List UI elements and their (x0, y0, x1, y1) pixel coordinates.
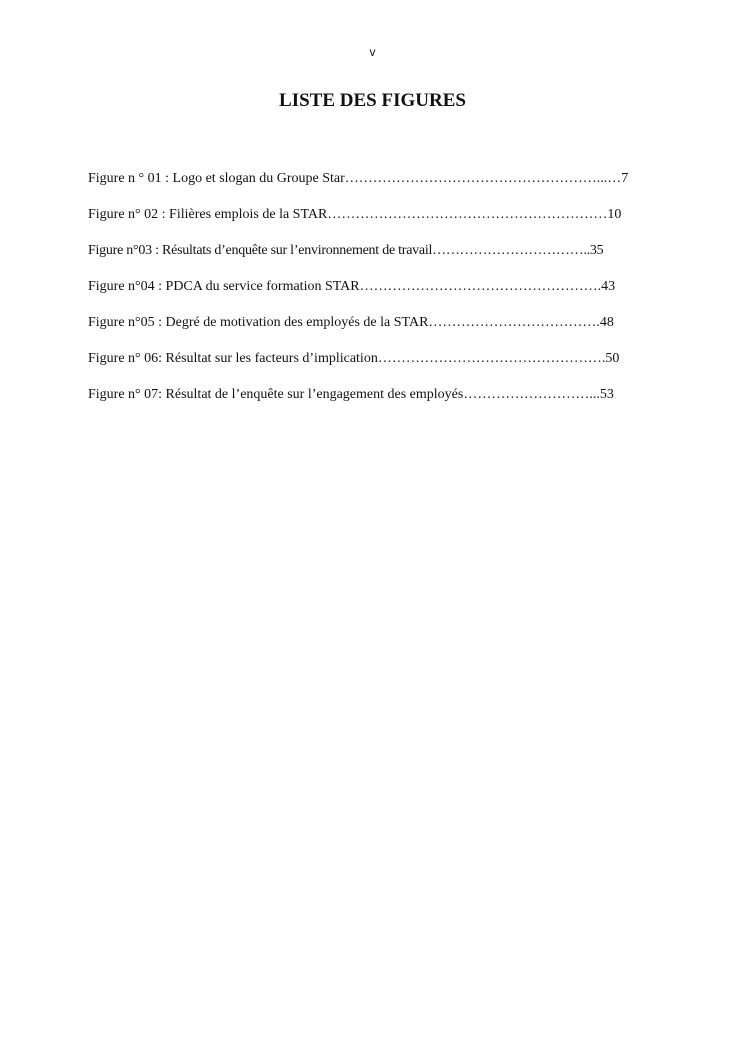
page-title: LISTE DES FIGURES (279, 90, 466, 111)
dot-leader: …………………………….. (432, 243, 590, 258)
figure-entry-label: Figure n°04 : PDCA du service formation STAR (88, 279, 360, 294)
figure-entry-05[interactable] (88, 314, 658, 350)
figure-entry-page: 50 (605, 351, 620, 366)
figure-entry-01[interactable] (88, 170, 658, 206)
figure-entry-04[interactable] (88, 278, 658, 314)
figure-entry-06[interactable] (88, 350, 658, 386)
dot-leader: …………………………………………………… (327, 207, 608, 222)
dot-leader: ………………………………………………...… (344, 171, 622, 186)
figure-entry-page: 35 (589, 243, 604, 258)
figure-entry-label: Figure n ° 01 : Logo et slogan du Groupe Star (88, 171, 345, 186)
figure-entry-page: 10 (607, 207, 622, 222)
figure-entry-label: Figure n° 06: Résultat sur les facteurs d’implication (88, 351, 378, 366)
figure-entry-label: Figure n° 07: Résultat de l’enquête sur l’engagement des employés (88, 387, 464, 402)
figure-entry-page: 7 (621, 171, 629, 186)
dot-leader: ………………………... (463, 387, 600, 402)
figure-entry-07[interactable] (88, 386, 658, 422)
page-number: v (369, 45, 376, 59)
figure-entry-label: Figure n°05 : Degré de motivation des employés de la STAR (88, 315, 429, 330)
figure-entry-02[interactable] (88, 206, 658, 242)
figure-entry-label: Figure n° 02 : Filières emplois de la STAR (88, 207, 328, 222)
figure-entry-page: 48 (599, 315, 614, 330)
dot-leader: ………………………………. (428, 315, 600, 330)
figure-entry-page: 53 (599, 387, 614, 402)
dot-leader: …………………………………………. (377, 351, 606, 366)
figure-entry-03[interactable] (88, 242, 658, 278)
figure-entry-label: Figure n°03 : Résultats d’enquête sur l’environnement de travail (88, 243, 433, 258)
figure-entry-page: 43 (601, 279, 616, 294)
figure-list (88, 170, 658, 422)
dot-leader: ……………………………………………. (359, 279, 602, 294)
